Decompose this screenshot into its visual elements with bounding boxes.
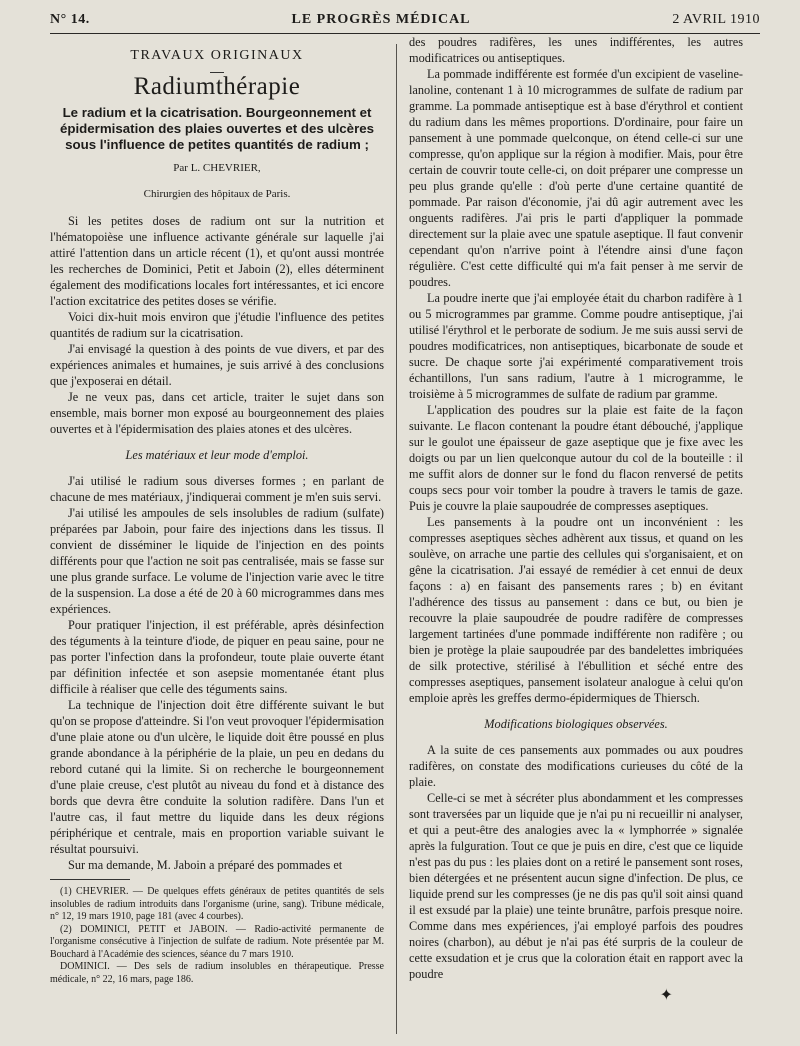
paragraph: des poudres radifères, les unes indifférentes, les autres modificatrices ou antiseptiques. (409, 35, 743, 65)
two-column-body (50, 34, 760, 1034)
footnote: (2) DOMINICI, PETIT et JABOIN. — Radio-activité permanente de l'organisme consécutive à l'injection de sulfate de radium. Note présentée par M. Bouchard à l'Académie des sciences, séance du 7 mars 1910. (50, 923, 384, 960)
author-byline: Par L. CHEVRIER, (173, 162, 261, 174)
end-ornament: ✦ (659, 987, 673, 1004)
footnotes (50, 886, 384, 986)
paragraph: A la suite de ces pansements aux pommades ou aux poudres radifères, on constate des modifications curieuses du côté de la plaie. (409, 743, 743, 789)
left-column (50, 34, 396, 1034)
issue-number: N° 14. (50, 12, 90, 27)
paragraph: La pommade indifférente est formée d'un excipient de vaseline-lanoline, contenant 1 à 10 microgrammes de sulfate de radium par gramme. La pommade antiseptique est à base d'érythrol et contient du radium dans les mêmes proportions. D'ordinaire, pour faire un pansement à une pommade quelconque, on étend celle-ci sur une compresse, qu'on applique sur la région à modifier. Mais, pour être certain de couvrir toute celle-ci, on doit préparer une compresse un peu plus grande qu'elle : d'où perte d'une certaine quantité de pommade. Par raison d'économie, j'ai dû agir autrement avec les onguents radifères. J'ai pris le parti d'appliquer la pommade directement sur la plaie avec une spatule aseptique. Il faut convenir cependant qu'on n'arrive point à l'étendre ainsi d'une façon régulière. C'est cette difficulté qui m'a fait penser à me servir de poudres. (409, 67, 743, 289)
footnote-rule (50, 879, 130, 880)
paragraph: La poudre inerte que j'ai employée était du charbon radifère à 1 ou 5 microgrammes par gramme. Comme poudre antiseptique, j'ai utilisé l'érythrol et le perborate de sodium. Je me suis aussi servi de poudres modificatrices, non antiseptiques, bicarbonate de soude et sucre. De chaque sorte j'ai expérimenté comparativement trois échantillons, l'un sans radium, l'autre à 1 microgramme, le troisième à 5 microgrammes de sulfate de radium par gramme. (409, 291, 743, 401)
paragraph: J'ai envisagé la question à des points de vue divers, et par des expériences animales et humaines, je suis arrivé à des conclusions que j'exposerai en détail. (50, 342, 384, 388)
paragraph: La technique de l'injection doit être différente suivant le but qu'on se propose d'atteindre. Si l'on veut provoquer l'épidermisation d'une plaie atone ou d'un ulcère, le liquide doit être poussé en plus grande abondance à la périphérie de la plaie, un peu en dedans du rebord cutané qui la limite. Si on recherche le bourgeonnement d'une plaie creuse, c'est plutôt au niveau du fond et à distance des bords que devra être conduite la solution radifère. Dans l'un et l'autre cas, il faut mettre du liquide dans les deux régions périphérique et centrale, mais en proportion variable suivant le résultat poursuivi. (50, 698, 384, 856)
paragraph: J'ai utilisé le radium sous diverses formes ; en parlant de chacune de mes matériaux, j'indiquerai comment je m'en suis servi. (50, 474, 384, 504)
paragraph: Voici dix-huit mois environ que j'étudie l'influence des petites quantités de radium sur la cicatrisation. (50, 310, 384, 340)
subsection-heading: Modifications biologiques observées. (484, 717, 668, 731)
paragraph: Celle-ci se met à sécréter plus abondamment et les compresses sont traversées par un liquide que je n'ai pu ni recueillir ni analyser, et qui a peut-être des analogies avec la « lymphorrée » signalée après la fulguration. Tout ce que je puis en dire, c'est que ce liquide n'est pas du pus : les plaies dont on a retiré le pansement sont roses, bien détergées et ne présentent aucun signe d'infection. De plus, ce liquide prend sur les compresses (je ne dis pas qu'il soit ainsi quand il est exsudé par la plaie) une teinte brunâtre, parfois presque noire. Comme dans mes expériences, j'ai employé parfois des poudres noires (charbon), au début je n'ai pas été surpris de la couleur de cette exsudation et je crus que la coloration était en rapport avec la poudre (409, 791, 743, 981)
paragraph: J'ai utilisé les ampoules de sels insolubles de radium (sulfate) préparées par Jaboin, pour faire des injections dans les tissus. Il convient de disséminer le liquide de l'injection en des points différents pour que l'action ne soit pas centralisée, mais se fasse sur une plus grande surface. Le volume de l'injection varie avec le titre de la suspension. La dose a été de 20 à 60 microgrammes dans mes expériences. (50, 506, 384, 616)
journal-title: LE PROGRÈS MÉDICAL (291, 12, 471, 27)
paragraph: Je ne veux pas, dans cet article, traiter le sujet dans son ensemble, mais borner mon exposé au bourgeonnement des plaies ouvertes et à l'épidermisation des plaies atones et des ulcères. (50, 390, 384, 436)
main-title: Radiumthérapie (133, 73, 301, 100)
section-label: TRAVAUX ORIGINAUX (130, 48, 304, 63)
paragraph: Sur ma demande, M. Jaboin a préparé des pommades et (68, 858, 343, 872)
author-affiliation: Chirurgien des hôpitaux de Paris. (143, 188, 291, 200)
right-column (397, 34, 743, 1034)
paragraph: Les pansements à la poudre ont un inconvénient : les compresses aseptiques sèches adhèrent aux tissus, et quand on les soulève, on arrache une partie des cellules qui s'organisaient, et on gêne la cicatrisation. J'ai essayé de remédier à cet ennui de deux façons : a) en faisant des pansements rares ; b) en évitant l'adhérence des tissus au pansement : dans ce but, ou bien je recouvre la plaie saupoudrée de poudre radifère de compresses largement tartinées d'une pommade indifférente non radifère ; ou bien je protège la plaie saupoudrée par des bandelettes imbriquées de silk protective, stérilisé à l'ébullition et séché entre des compresses aseptiques, pansement isolateur analogue à celui qu'on emploie après les greffes dermo-épidermiques de Thiersch. (409, 515, 743, 705)
paragraph: L'application des poudres sur la plaie est faite de la façon suivante. Le flacon contenant la poudre étant débouché, j'applique sur le goulot une épaisseur de gaze aseptique que je fixe avec les doigts ou par un lien quelconque autour du col de la bouteille : il me suffit alors de donner sur le fond du flacon renversé de petits coups secs pour voir tomber la poudre à travers le tamis de gaze. Puis je couvre la plaie saupoudrée de compresses aseptiques. (409, 403, 743, 513)
footnote: (1) CHEVRIER. — De quelques effets généraux de petites quantités de sels insolubles de radium introduits dans l'organisme (urine, sang). Tribune médicale, n° 12, 19 mars 1910, page 181 (avec 4 courbes). (50, 886, 384, 922)
paragraph: Pour pratiquer l'injection, il est préférable, après désinfection des téguments à la teinture d'iode, de piquer en peau saine, pour ne pas porter l'infection dans la profondeur, toute plaie ouverte étant par définition infectée et son asepsie momentanée étant plus difficile à réaliser que celle des téguments sains. (50, 618, 384, 696)
paragraph: Si les petites doses de radium ont sur la nutrition et l'hématopoièse une influence activante générale sur laquelle j'ai attiré l'attention dans un article récent (1), et qu'ont aussi montrée les recherches de Dominici, Petit et Jaboin (2), elles déterminent également des modifications locales fort intéressantes, et ici encore l'action excitatrice des petites doses se vérifie. (50, 214, 384, 308)
footnote: DOMINICI. — Des sels de radium insolubles en thérapeutique. Presse médicale, n° 22, 16 mars, page 186. (50, 961, 384, 985)
article-title: Le radium et la cicatrisation. Bourgeonnement et épidermisation des plaies ouvertes et des ulcères sous l'influence de petites quantités de radium ; (59, 105, 375, 152)
issue-date: 2 AVRIL 1910 (672, 12, 760, 27)
subsection-heading: Les matériaux et leur mode d'emploi. (125, 448, 309, 462)
running-header (38, 12, 760, 33)
